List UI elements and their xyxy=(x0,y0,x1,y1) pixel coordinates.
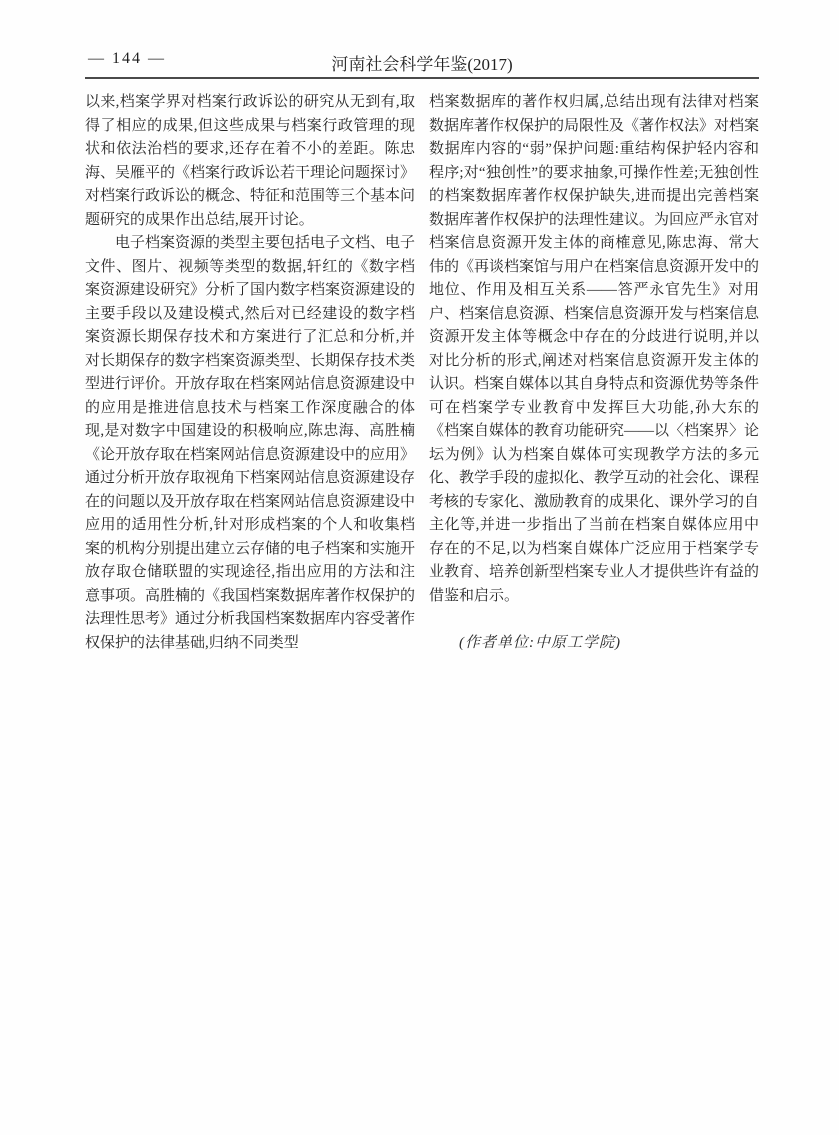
header-divider-rule xyxy=(85,77,759,79)
body-text-area xyxy=(85,91,759,656)
page-header xyxy=(85,50,759,74)
page-number: — 144 — xyxy=(88,50,166,67)
journal-title: 河南社会科学年鉴(2017) xyxy=(331,55,513,74)
paragraph-continuation: 以来,档案学界对档案行政诉讼的研究从无到有,取得了相应的成果,但这些成果与档案行政管理的现状和依法治档的要求,还存在着不小的差距。陈忠海、吴雁平的《档案行政诉讼若干理论问题探讨》对档案行政诉讼的概念、特征和范围等三个基本问题研究的成果作出总结,展开讨论。 xyxy=(85,94,416,228)
left-column xyxy=(85,91,415,656)
right-column xyxy=(429,91,759,656)
paragraph-electronic-archives: 电子档案资源的类型主要包括电子文档、电子文件、图片、视频等类型的数据,轩红的《数字档案资源建设研究》分析了国内数字档案资源建设的主要手段以及建设模式,然后对已经建设的数字档案资源长期保存技术和方案进行了汇总和分析,并对长期保存的数字档案资源类型、长期保存技术类型进行评价。开放存取在档案网站信息资源建设中的应用是推进信息技术与档案工作深度融合的体现,是对数字中国建设的积极响应,陈忠海、高胜楠《论开放存取在档案网站信息资源建设中的应用》通过分析开放存取视角下档案网站信息资源建设存在的问题以及开放存取在档案网站信息资源建设中应用的适用性分析,针对形成档案的个人和收集档案的机构分别提出建立云存储的电子档案和实施开放存取仓储联盟的实现途径,指出应用的方法和注意事项。高胜楠的《我国档案数据库著作权保护的法理性思考》通过分析我国档案数据库内容受著作权保护的法律基础,归纳不同类型 xyxy=(85,235,416,651)
author-affiliation-note: (作者单位:中原工学院) xyxy=(459,635,621,651)
paragraph-continuation-right: 档案数据库的著作权归属,总结出现有法律对档案数据库著作权保护的局限性及《著作权法》对档案数据库内容的“弱”保护问题:重结构保护轻内容和程序;对“独创性”的要求抽象,可操作性差;无独创性的档案数据库著作权保护缺失,进而提出完善档案数据库著作权保护的法理性建议。为回应严永官对档案信息资源开发主体的商榷意见,陈忠海、常大伟的《再谈档案馆与用户在档案信息资源开发中的地位、作用及相互关系——答严永官先生》对用户、档案信息资源、档案信息资源开发与档案信息资源开发主体等概念中存在的分歧进行说明,并以对比分析的形式,阐述对档案信息资源开发主体的认识。档案自媒体以其自身特点和资源优势等条件可在档案学专业教育中发挥巨大功能,孙大东的《档案自媒体的教育功能研究——以〈档案界〉论坛为例》认为档案自媒体可实现教学方法的多元化、教学手段的虚拟化、教学互动的社会化、课程考核的专家化、激励教育的成果化、课外学习的自主化等,并进一步指出了当前在档案自媒体应用中存在的不足,以为档案自媒体广泛应用于档案学专业教育、培养创新型档案专业人才提供些许有益的借鉴和启示。 xyxy=(429,94,760,604)
